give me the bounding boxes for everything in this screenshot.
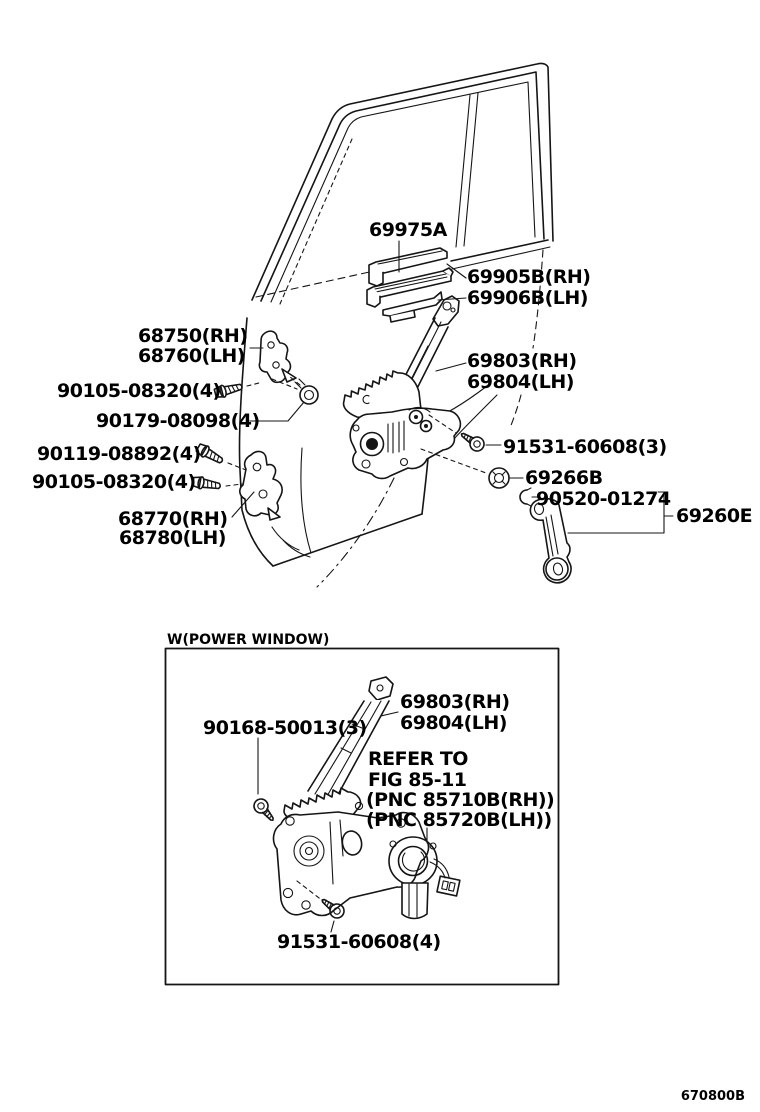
snap-ring-clip xyxy=(520,488,531,506)
label-hinge-upper-rh: 68750(RH) xyxy=(138,325,248,347)
label-belt-moulding-lh: 69906B(LH) xyxy=(467,287,588,309)
power-window-box xyxy=(166,649,559,985)
pw-note-line4: (PNC 85720B(LH)) xyxy=(366,809,552,831)
power-window-header: W(POWER WINDOW) xyxy=(167,632,330,648)
label-belt-moulding-rh: 69905B(RH) xyxy=(467,266,591,288)
label-bolt-washer: 90179-08098(4) xyxy=(96,410,260,432)
label-handle: 69260E xyxy=(676,505,753,527)
pw-note-line3: (PNC 85710B(RH)) xyxy=(366,789,555,811)
flange-bolt xyxy=(295,379,318,404)
label-hinge-upper-lh: 68760(LH) xyxy=(138,345,245,367)
pw-labels xyxy=(203,691,554,953)
pw-label-bolt: 90168-50013(3) xyxy=(203,717,367,739)
window-regulator xyxy=(344,296,461,478)
label-regulator-lh: 69804(LH) xyxy=(467,371,574,393)
pw-label-screw: 91531-60608(4) xyxy=(277,931,441,953)
label-hinge-lower-rh: 68770(RH) xyxy=(118,508,228,530)
tapping-screw xyxy=(458,428,487,454)
label-snap-ring: 90520-01274 xyxy=(536,488,671,510)
pw-label-regulator-rh: 69803(RH) xyxy=(400,691,510,713)
spring-nut xyxy=(489,468,509,488)
label-bolt-lower-b: 90105-08320(4) xyxy=(32,471,196,493)
pw-label-regulator-lh: 69804(LH) xyxy=(400,712,507,734)
lower-hinge xyxy=(240,451,282,520)
pw-bolt xyxy=(251,796,278,825)
label-screw: 91531-60608(3) xyxy=(503,436,667,458)
hex-bolt-lower-b xyxy=(192,476,221,493)
window-crank-handle xyxy=(530,499,571,583)
figure-code: 670800B xyxy=(680,1089,745,1104)
label-spring-nut: 69266B xyxy=(525,467,603,489)
label-weatherstrip: 69975A xyxy=(369,219,447,241)
label-bolt-upper: 90105-08320(4) xyxy=(57,380,221,402)
label-bolt-lower-a: 90119-08892(4) xyxy=(37,443,201,465)
label-regulator-rh: 69803(RH) xyxy=(467,350,577,372)
upper-hinge xyxy=(259,331,296,382)
pw-note-line2: FIG 85-11 xyxy=(368,769,467,791)
pw-note-line1: REFER TO xyxy=(368,748,468,770)
label-hinge-lower-lh: 68780(LH) xyxy=(119,527,226,549)
